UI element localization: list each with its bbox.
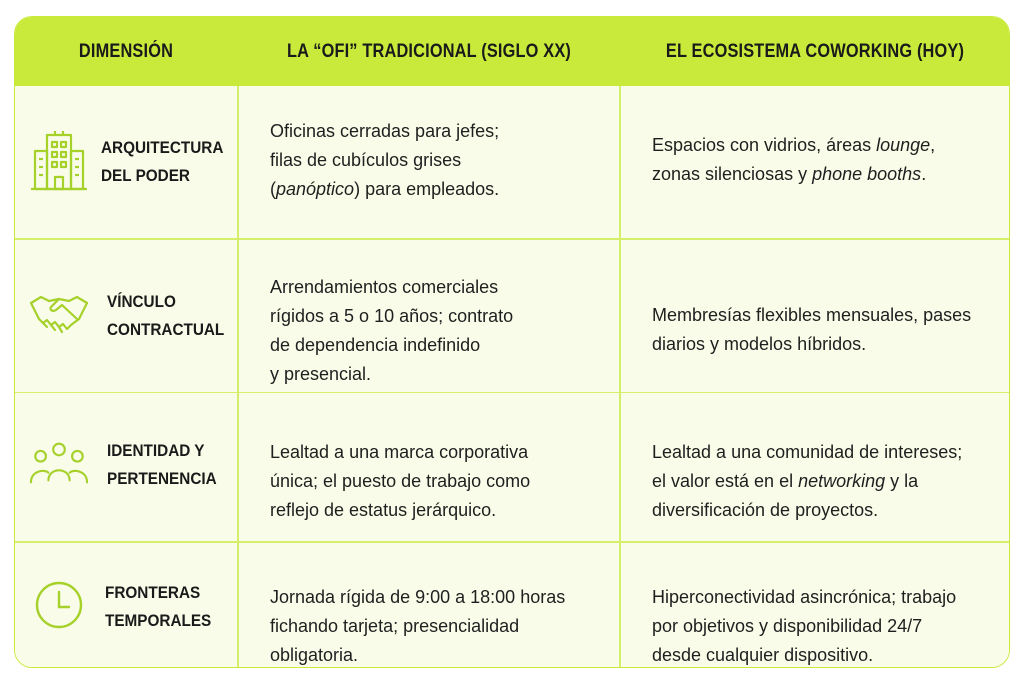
dimension-label: IDENTIDAD Y PERTENENCIA [107, 441, 217, 488]
table-header [15, 17, 1009, 86]
dimension-cell [15, 240, 237, 392]
coworking-cell: Hiperconectividad asincrónica; trabajo por objetivos y disponibilidad 24/7 desde cualquier dispositivo. [652, 586, 957, 665]
handshake-icon [29, 285, 89, 345]
coworking-cell: Lealtad a una comunidad de intereses; el valor está en el networking y la diversificación de proyectos. [652, 442, 963, 520]
header-dimension: DIMENSIÓN [78, 40, 174, 62]
table-row [15, 543, 1009, 669]
comparison-table [14, 16, 1010, 668]
table-row [15, 393, 1009, 541]
dimension-cell [15, 393, 237, 541]
table-row [15, 240, 1009, 392]
table-row [15, 86, 1009, 238]
traditional-cell: Oficinas cerradas para jefes; filas de cubículos grises (panóptico) para empleados. [270, 121, 500, 199]
dimension-cell [15, 543, 237, 669]
header-coworking: EL ECOSISTEMA COWORKING (HOY) [665, 40, 965, 62]
coworking-cell: Espacios con vidrios, áreas lounge, zonas silenciosas y phone booths. [652, 135, 936, 184]
clock-icon [29, 575, 89, 635]
building-icon [29, 132, 89, 192]
dimension-cell [15, 86, 237, 238]
coworking-cell: Membresías flexibles mensuales, pases diarios y modelos híbridos. [652, 304, 972, 354]
dimension-label: VÍNCULO CONTRACTUAL [107, 291, 225, 339]
traditional-cell: Arrendamientos comerciales rígidos a 5 o 10 años; contrato de dependencia indefinido y presencial. [270, 276, 514, 384]
traditional-cell: Lealtad a una marca corporativa única; el puesto de trabajo como reflejo de estatus jerárquico. [270, 442, 531, 520]
header-traditional: LA “OFI” TRADICIONAL (SIGLO XX) [286, 40, 572, 62]
traditional-cell: Jornada rígida de 9:00 a 18:00 horas fichando tarjeta; presencialidad obligatoria. [270, 586, 566, 665]
people-icon [29, 433, 89, 493]
dimension-label: FRONTERAS TEMPORALES [105, 582, 212, 630]
dimension-label: ARQUITECTURA DEL PODER [101, 138, 224, 185]
